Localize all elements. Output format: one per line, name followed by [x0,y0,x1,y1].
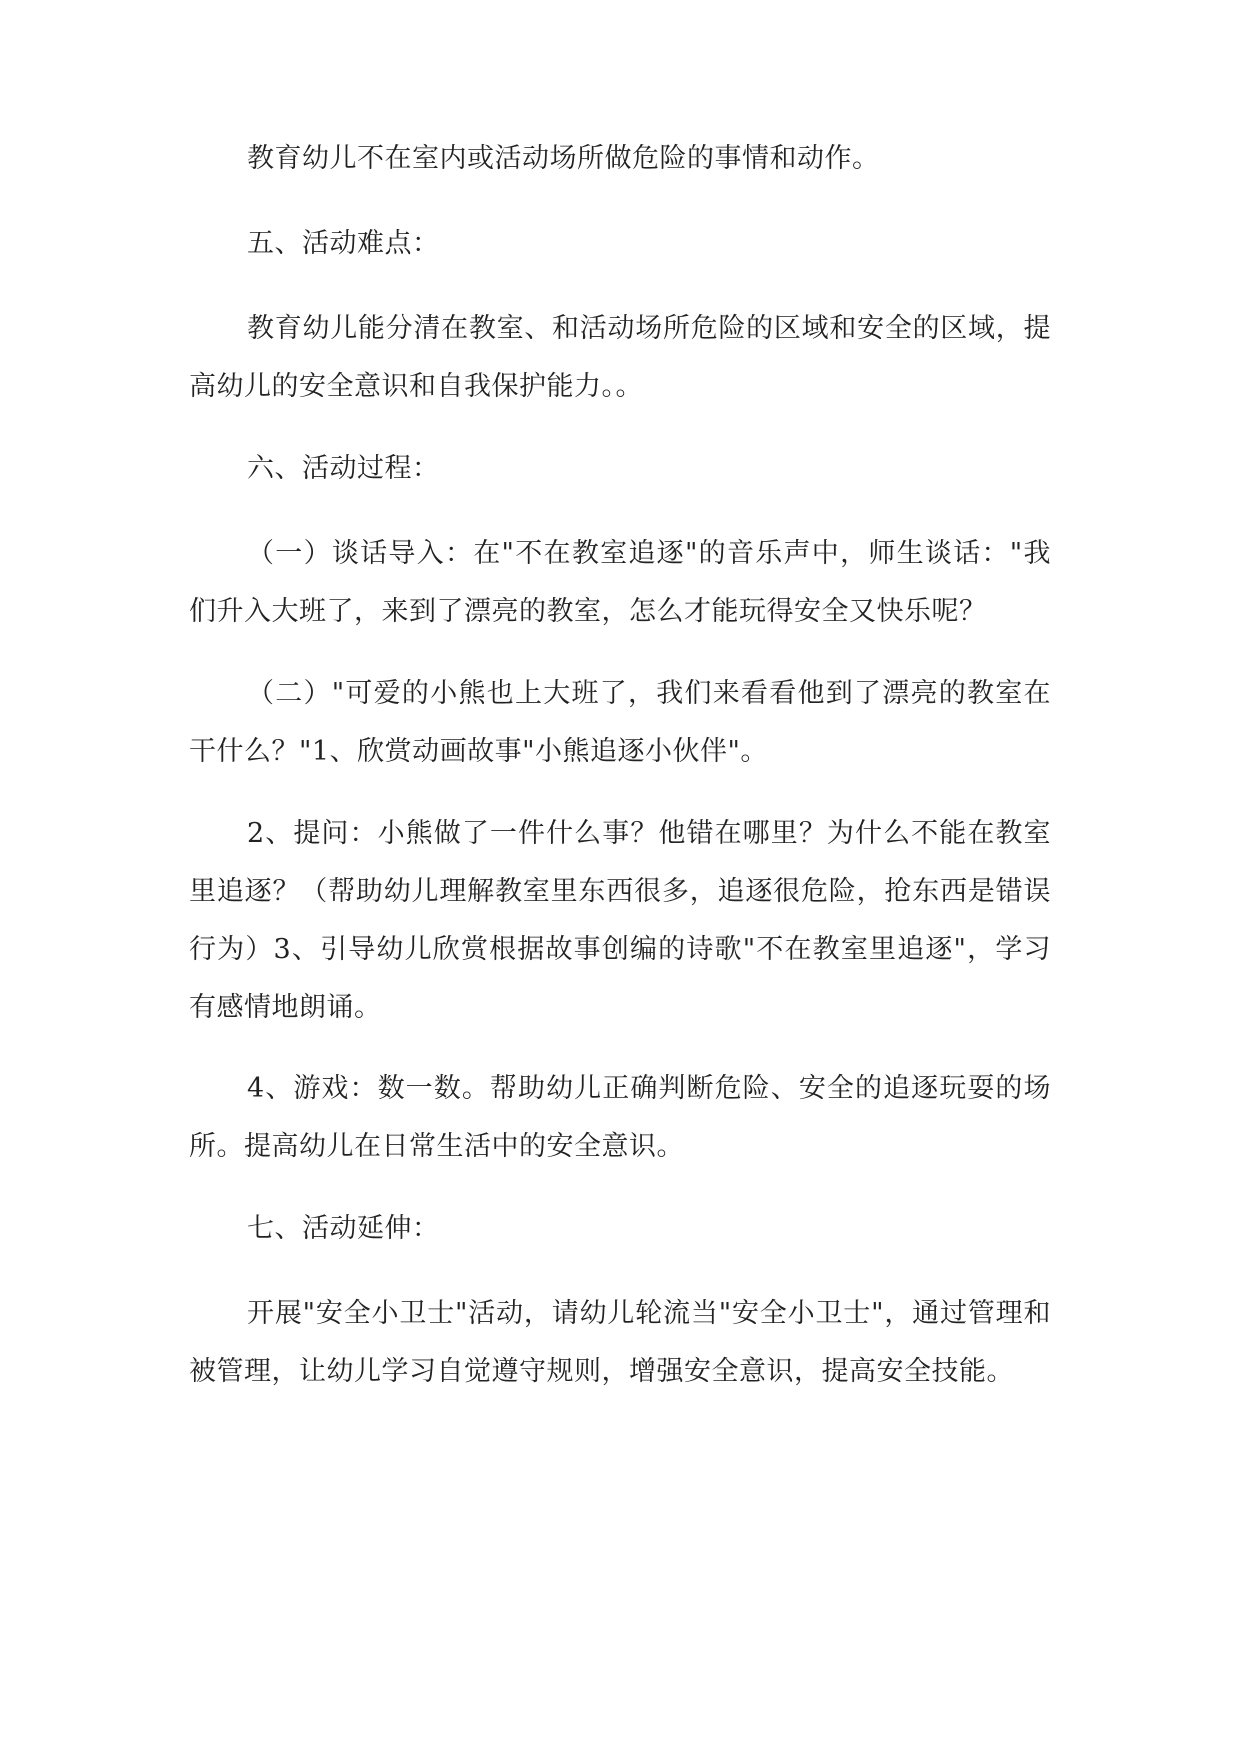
paragraph-difficulty-text: 教育幼儿能分清在教室、和活动场所危险的区域和安全的区域，提高幼儿的安全意识和自我保护能力。。 [189,313,1051,402]
paragraph-step-two: （二）"可爱的小熊也上大班了，我们来看看他到了漂亮的教室在干什么？"1、欣赏动画故事"小熊追逐小伙伴"。 [189,678,1051,767]
paragraph-question: 2、提问：小熊做了一件什么事？他错在哪里？为什么不能在教室里追逐？（帮助幼儿理解教室里东西很多，追逐很危险，抢东西是错误行为）3、引导幼儿欣赏根据故事创编的诗歌"不在教室里追逐"，学习有感情地朗诵。 [189,818,1051,1023]
paragraph-game: 4、游戏：数一数。帮助幼儿正确判断危险、安全的追逐玩耍的场所。提高幼儿在日常生活中的安全意识。 [189,1073,1051,1162]
heading-process: 六、活动过程： [247,453,440,484]
paragraph-step-one: （一）谈话导入：在"不在教室追逐"的音乐声中，师生谈话："我们升入大班了，来到了漂亮的教室，怎么才能玩得安全又快乐呢？ [189,538,1051,627]
paragraph-extension-text: 开展"安全小卫士"活动，请幼儿轮流当"安全小卫士"，通过管理和被管理，让幼儿学习自觉遵守规则，增强安全意识，提高安全技能。 [189,1298,1051,1387]
heading-extension: 七、活动延伸： [247,1213,440,1244]
heading-difficulty: 五、活动难点： [247,228,440,259]
paragraph-goal-text: 教育幼儿不在室内或活动场所做危险的事情和动作。 [247,143,880,174]
